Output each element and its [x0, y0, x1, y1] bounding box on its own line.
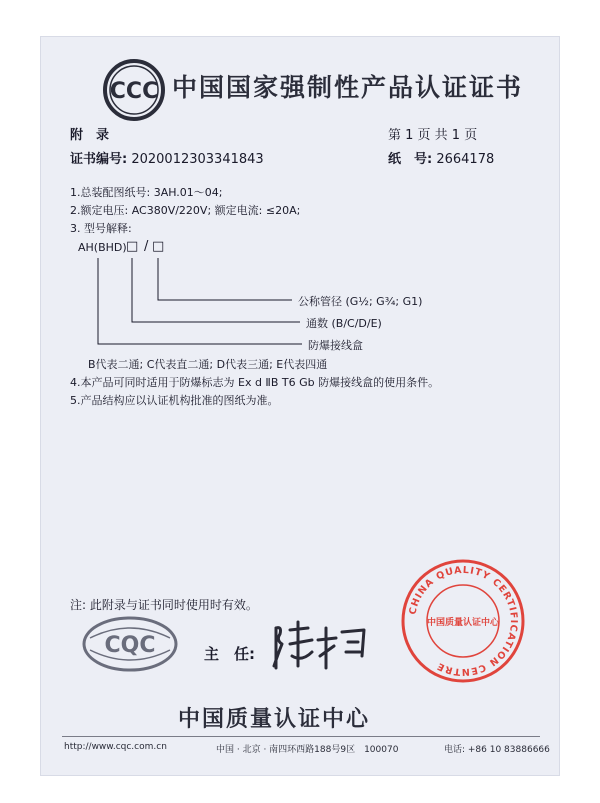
annex-label: 附 录 — [70, 128, 110, 143]
model-box-2: □ — [152, 239, 165, 254]
address: 中国 · 北京 · 南四环西路188号9区 100070 — [216, 745, 399, 755]
item-3: 3. 型号解释: — [70, 222, 132, 235]
paper-no-value: 2664178 — [436, 152, 495, 167]
model-diagram-lines — [40, 36, 560, 366]
validity-note: 注: 此附录与证书同时使用时有效。 — [70, 598, 258, 612]
certificate-title: 中国国家强制性产品认证证书 — [172, 73, 524, 102]
annotation-box: 防爆接线盒 — [308, 339, 363, 352]
svg-text:CCC: CCC — [109, 79, 159, 104]
annotation-ways: 通数 (B/C/D/E) — [306, 317, 382, 330]
seal-english-text: CHINA QUALITY CERTIFICATION CENTRE — [407, 564, 520, 678]
paper-no-label: 纸 号: — [388, 152, 433, 167]
director-label: 主 任: — [204, 645, 255, 663]
phone: 电话: +86 10 83886666 — [444, 745, 550, 755]
model-slash: / — [144, 239, 149, 254]
item-5: 5.产品结构应以认证机构批准的图纸为准。 — [70, 394, 279, 407]
item-4: 4.本产品可同时适用于防爆标志为 Ex d ⅡB T6 Gb 防爆接线盒的使用条件。 — [70, 376, 440, 389]
cert-no-value: 2020012303341843 — [131, 152, 264, 167]
item-2: 2.额定电压: AC380V/220V; 额定电流: ≤20A; — [70, 204, 301, 217]
item-1: 1.总装配图纸号: 3AH.01～04; — [70, 186, 223, 199]
certificate-page — [40, 36, 560, 776]
organization-name: 中国质量认证中心 — [178, 707, 371, 732]
website: http://www.cqc.com.cn — [64, 742, 167, 752]
model-box-1: □ — [126, 239, 139, 254]
footer-divider — [62, 736, 540, 737]
cqc-logo-text: CQC — [104, 633, 156, 658]
certification-seal — [398, 556, 528, 686]
model-code: AH(BHD) — [78, 241, 127, 254]
code-explanation: B代表二通; C代表直二通; D代表三通; E代表四通 — [88, 358, 328, 371]
seal-chinese-text: 中国质量认证中心 — [426, 618, 500, 628]
director-signature — [268, 616, 388, 676]
cqc-logo — [80, 614, 180, 674]
cert-no-label: 证书编号: — [70, 152, 128, 167]
annotation-pipe-size: 公称管径 (G½; G¾; G1) — [298, 295, 423, 308]
page-info: 第 1 页 共 1 页 — [388, 128, 478, 143]
